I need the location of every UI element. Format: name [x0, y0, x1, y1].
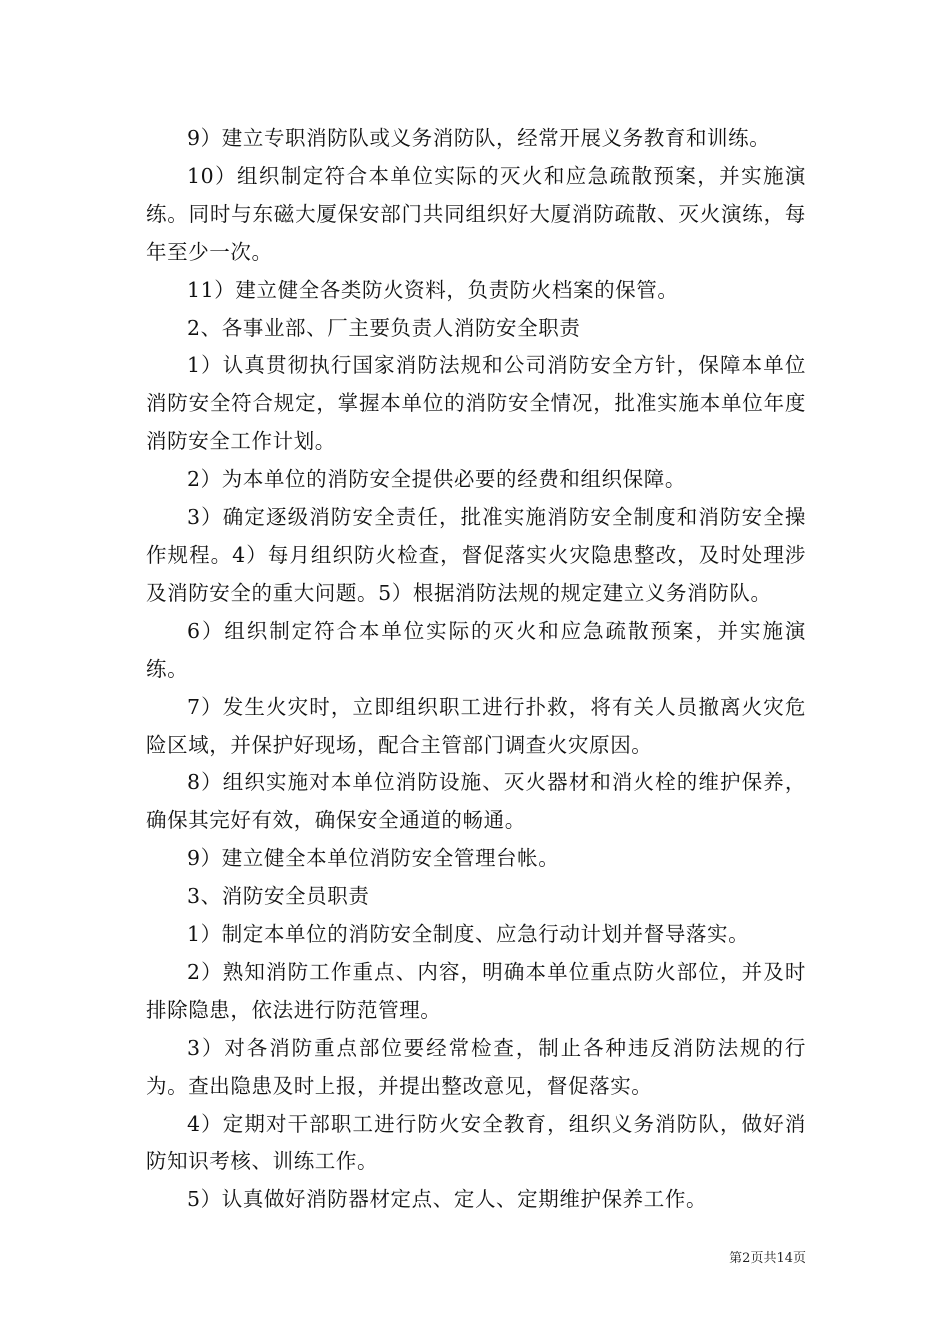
paragraph: 3）确定逐级消防安全责任，批准实施消防安全制度和消防安全操作规程。4）每月组织防火检查，督促落实火灾隐患整改，及时处理涉及消防安全的重大问题。5）根据消防法规的规定建立义务消防队。 [146, 505, 806, 605]
paragraph: 8）组织实施对本单位消防设施、灭火器材和消火栓的维护保养，确保其完好有效，确保安全通道的畅通。 [146, 770, 806, 833]
paragraph: 10）组织制定符合本单位实际的灭火和应急疏散预案，并实施演练。同时与东磁大厦保安部门共同组织好大厦消防疏散、灭火演练，每年至少一次。 [146, 163, 806, 264]
paragraph: 6）组织制定符合本单位实际的灭火和应急疏散预案，并实施演练。 [146, 618, 806, 681]
paragraph: 4）定期对干部职工进行防火安全教育，组织义务消防队，做好消防知识考核、训练工作。 [146, 1111, 806, 1174]
paragraph: 3）对各消防重点部位要经常检查，制止各种违反消防法规的行为。查出隐患及时上报，并提出整改意见，督促落实。 [146, 1035, 806, 1098]
paragraph: 2）为本单位的消防安全提供必要的经费和组织保障。 [187, 467, 686, 492]
document-body [146, 120, 806, 1219]
paragraph: 9）建立健全本单位消防安全管理台帐。 [187, 846, 560, 871]
paragraph: 1）认真贯彻执行国家消防法规和公司消防安全方针，保障本单位消防安全符合规定，掌握本单位的消防安全情况，批准实施本单位年度消防安全工作计划。 [146, 353, 806, 454]
paragraph: 2）熟知消防工作重点、内容，明确本单位重点防火部位，并及时排除隐患，依法进行防范管理。 [146, 959, 806, 1022]
section-heading: 3、消防安全员职责 [187, 884, 370, 909]
section-heading: 2、各事业部、厂主要负责人消防安全职责 [187, 315, 581, 340]
paragraph: 11）建立健全各类防火资料，负责防火档案的保管。 [187, 277, 679, 302]
page-footer [0, 1247, 806, 1266]
paragraph: 1）制定本单位的消防安全制度、应急行动计划并督导落实。 [187, 922, 750, 947]
paragraph: 9）建立专职消防队或义务消防队，经常开展义务教育和训练。 [187, 126, 771, 150]
paragraph: 5）认真做好消防器材定点、定人、定期维护保养工作。 [187, 1187, 708, 1212]
paragraph: 7）发生火灾时，立即组织职工进行扑救，将有关人员撤离火灾危险区域，并保护好现场，配合主管部门调查火灾原因。 [146, 694, 806, 757]
page-number-label: 第2页共14页 [729, 1251, 806, 1266]
